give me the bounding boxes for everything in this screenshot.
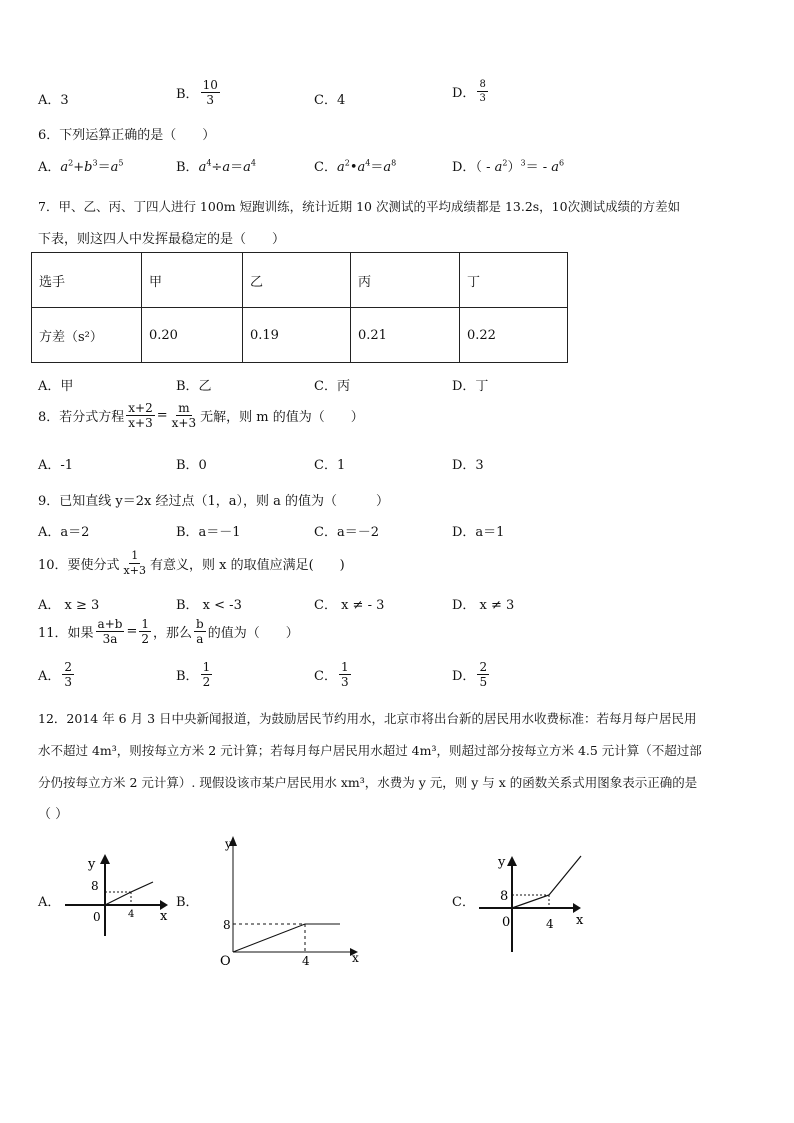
- q9-option-d[interactable]: D．a＝1: [452, 525, 505, 540]
- q7-stem-line2: 下表，则这四人中发挥最稳定的是（ ）: [38, 232, 286, 247]
- q8-stem: 8．若分式方程 $\frac{x+2}{x+3}$ = $\frac{m}{x+3}$ 无解，则 m 的值为（ ）: [38, 401, 364, 430]
- q7-stem-line1: 7．甲、乙、丙、丁四人进行 100m 短跑训练，统计近期 10 次测试的平均成绩都是 13.2s，10次测试成绩的方差如: [38, 199, 681, 214]
- q10-stem: 10．要使分式 $\frac{1}{x+3}$ 有意义，则 x 的取值应满足( ): [38, 549, 345, 577]
- graph-line: [233, 924, 340, 952]
- q11-option-c[interactable]: C． $\frac{1}{3}$: [314, 660, 349, 689]
- q10-option-c[interactable]: C． x ≠ - 3: [314, 598, 385, 613]
- q6-option-a[interactable]: A．$a^2+b^3=a^5$: [38, 158, 124, 175]
- q12-option-c[interactable]: C．: [452, 895, 475, 910]
- q6-option-d[interactable]: D．（ - $a^2)^3= - a^6$: [452, 158, 565, 175]
- x-tick-4: 4: [128, 909, 135, 920]
- q8-option-a[interactable]: A．-1: [38, 458, 74, 473]
- q12-option-b[interactable]: B．: [176, 895, 199, 910]
- y-label: y: [225, 837, 232, 851]
- q9-stem: 9．已知直线 y＝2x 经过点（1，a），则 a 的值为（ ）: [38, 494, 390, 509]
- table-header-row: [32, 253, 568, 308]
- q6-option-c[interactable]: C．$a^2•a^4=a^8$: [314, 158, 397, 175]
- q11-option-a[interactable]: A． $\frac{2}{3}$: [38, 660, 73, 689]
- q12-stem-line1: 12．2014 年 6 月 3 日中央新闻报道，为鼓励居民节约用水，北京市将出台新的居民用水收费标准：若每月每户居民用: [38, 711, 697, 726]
- y-tick-8: 8: [500, 889, 509, 904]
- origin-label: 0: [93, 910, 101, 924]
- y-label: y: [498, 855, 506, 870]
- x-label: x: [576, 913, 584, 928]
- q12-stem-line4: （ ）: [38, 807, 69, 822]
- x-tick-4: 4: [546, 917, 554, 931]
- q12-stem-line2: 水不超过 4m³，则按每立方米 2 元计算；若每月每户居民用水超过 4m³，则超过部分按每立方米 4.5 元计算（不超过部: [38, 743, 702, 758]
- graph-c[interactable]: [475, 848, 590, 958]
- q11-option-d[interactable]: D． $\frac{2}{5}$: [452, 660, 488, 689]
- q5-option-d[interactable]: D． $\frac{8}{3}$: [452, 79, 486, 104]
- table-cell: 0.19: [243, 308, 351, 363]
- q7-option-a[interactable]: A．甲: [38, 379, 74, 394]
- graph-line: [512, 856, 581, 908]
- y-tick-8: 8: [91, 879, 99, 893]
- table-cell: 0.22: [460, 308, 568, 363]
- graph-line: [105, 882, 153, 905]
- q9-option-a[interactable]: A．a＝2: [38, 525, 90, 540]
- q8-option-d[interactable]: D．3: [452, 458, 484, 473]
- q10-option-a[interactable]: A． x ≥ 3: [38, 598, 100, 613]
- q5-option-a[interactable]: A．3: [38, 93, 69, 108]
- graph-b[interactable]: [205, 832, 370, 972]
- origin-label: O: [220, 954, 231, 969]
- table-cell: 丙: [351, 253, 460, 308]
- table-cell: 丁: [460, 253, 568, 308]
- table-cell: 乙: [243, 253, 351, 308]
- q12-option-a[interactable]: A．: [38, 895, 61, 910]
- q11-stem: 11．如果 $\frac{a+b}{3a}$ = $\frac{1}{2}$ ，那么 $\frac{b}{a}$ 的值为（ ）: [38, 617, 299, 646]
- q8-option-c[interactable]: C．1: [314, 458, 346, 473]
- x-arrow-icon: [573, 903, 581, 913]
- q10-option-b[interactable]: B． x < -3: [176, 598, 242, 613]
- y-arrow-icon: [507, 856, 517, 866]
- table-cell: 甲: [142, 253, 243, 308]
- table-cell: 选手: [32, 253, 142, 308]
- graph-a[interactable]: [60, 848, 170, 940]
- q6-stem: 6．下列运算正确的是（ ）: [38, 128, 216, 143]
- q5-option-c[interactable]: C．4: [314, 93, 346, 108]
- q7-option-b[interactable]: B．乙: [176, 379, 212, 394]
- x-label: x: [352, 951, 359, 965]
- origin-label: 0: [502, 915, 511, 930]
- y-label: y: [88, 857, 96, 872]
- x-tick-4: 4: [302, 954, 310, 968]
- q11-option-b[interactable]: B． $\frac{1}{2}$: [176, 660, 211, 689]
- q7-option-d[interactable]: D．丁: [452, 379, 489, 394]
- table-cell: 方差（s²）: [32, 308, 142, 363]
- q6-option-b[interactable]: B．$a^4\div a=a^4$: [176, 158, 256, 175]
- q10-option-d[interactable]: D． x ≠ 3: [452, 598, 515, 613]
- y-tick-8: 8: [223, 918, 231, 932]
- x-label: x: [160, 909, 168, 924]
- q5-option-b[interactable]: B． $\frac{10}{3}$: [176, 78, 218, 107]
- q9-option-b[interactable]: B．a＝－1: [176, 525, 241, 540]
- q7-option-c[interactable]: C．丙: [314, 379, 350, 394]
- q9-option-c[interactable]: C．a＝－2: [314, 525, 379, 540]
- y-arrow-icon: [100, 854, 110, 864]
- table-cell: 0.20: [142, 308, 243, 363]
- table-cell: 0.21: [351, 308, 460, 363]
- q12-stem-line3: 分仍按每立方米 2 元计算）. 现假设该市某户居民用水 xm³，水费为 y 元，则 y 与 x 的函数关系式用图象表示正确的是: [38, 775, 698, 790]
- table-row: [32, 308, 568, 363]
- q8-option-b[interactable]: B．0: [176, 458, 207, 473]
- variance-table: [31, 252, 568, 363]
